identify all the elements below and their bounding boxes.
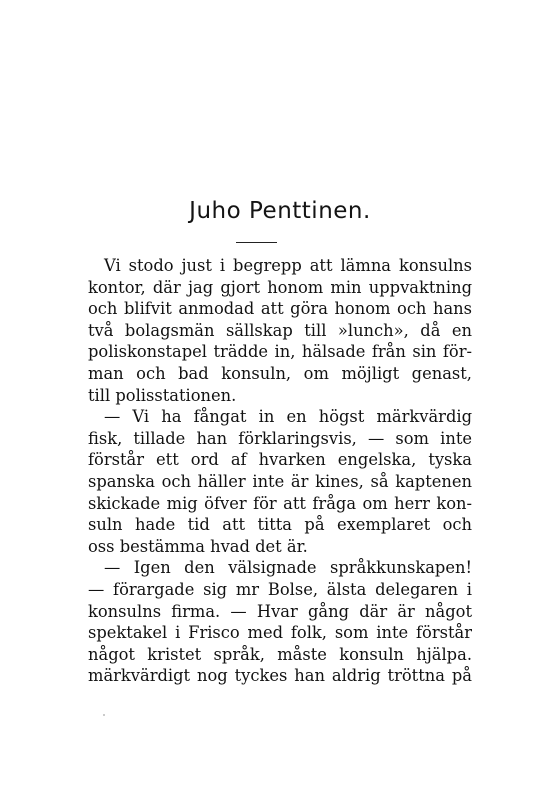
text-line: till polisstationen. — [88, 385, 237, 405]
title-divider — [236, 242, 277, 243]
text-line: och blifvit anmodad att göra honom och hans — [88, 299, 472, 319]
body-text — [88, 255, 472, 687]
text-line: spanska och häller inte är kines, så kaptenen — [88, 471, 472, 491]
text-line: två bolagsmän sällskap till »lunch», då en — [88, 320, 472, 340]
text-line: skickade mig öfver för att fråga om herr kon- — [88, 493, 472, 513]
text-line: — Vi ha fångat in en högst märkvärdig — [104, 407, 472, 427]
text-line: man och bad konsuln, om möjligt genast, — [88, 363, 472, 383]
text-line: — förargade sig mr Bolse, älsta delegaren i — [88, 579, 472, 599]
text-line: oss bestämma hvad det är. — [88, 536, 308, 556]
text-line: Vi stodo just i begrepp att lämna konsulns — [104, 256, 472, 275]
text-line: något kristet språk, måste konsuln hjälpa. — [88, 644, 472, 664]
page-title: Juho Penttinen. — [189, 198, 371, 224]
text-line: förstår ett ord af hvarken engelska, tyska — [88, 450, 472, 470]
paper-speck — [103, 714, 105, 716]
text-line: fisk, tillade han förklaringsvis, — som inte — [88, 428, 472, 448]
text-line: — Igen den välsignade språkkunskapen! — [104, 558, 472, 578]
text-line: kontor, där jag gjort honom min uppvaktning — [88, 277, 472, 297]
text-line: poliskonstapel trädde in, hälsade från sin för- — [88, 342, 472, 362]
text-line: suln hade tid att titta på exemplaret och — [88, 515, 472, 535]
text-line: konsulns firma. — Hvar gång där är något — [88, 601, 472, 621]
text-line: märkvärdigt nog tyckes han aldrig tröttna på — [88, 666, 472, 686]
text-line: spektakel i Frisco med folk, som inte förstår — [88, 623, 472, 643]
